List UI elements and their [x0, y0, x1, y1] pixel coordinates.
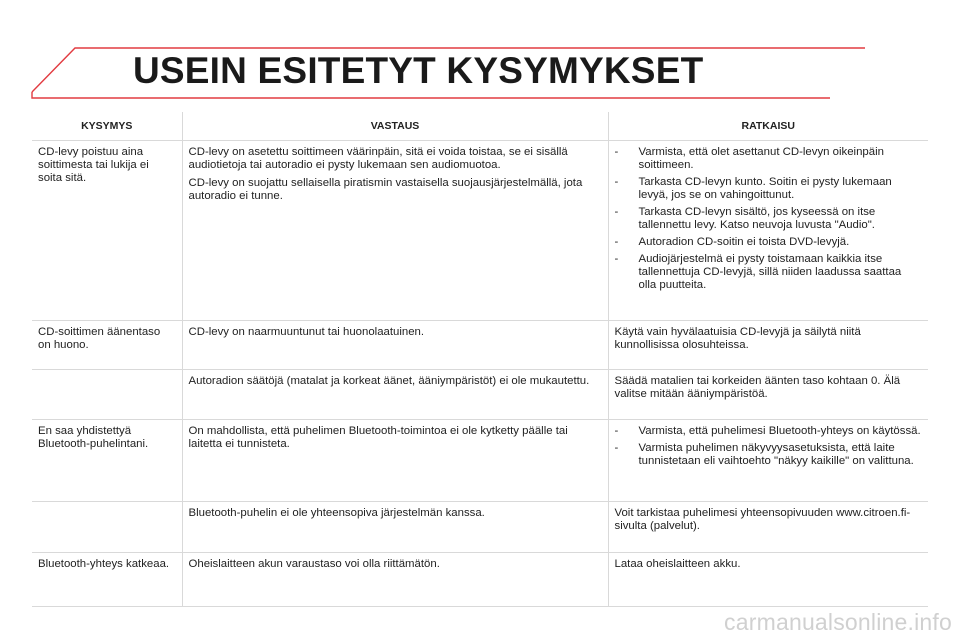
- question-cell: [32, 370, 182, 420]
- solution-cell: [608, 141, 928, 321]
- solution-cell: Lataa oheislaitteen akku.: [608, 553, 928, 607]
- solution-item: [615, 146, 923, 172]
- header-accent-underline: [32, 92, 830, 98]
- solution-text: Tarkasta CD-levyn kunto. Soitin ei pysty lukemaan levyä, jos se on vahingoittunut.: [638, 176, 892, 201]
- solution-text: Autoradion CD-soitin ei toista DVD-levyjä.: [638, 236, 850, 248]
- question-cell: Bluetooth-yhteys katkeaa.: [32, 553, 182, 607]
- answer-paragraph: CD-levy on asetettu soittimeen väärinpäin, sitä ei voida toistaa, se ei sisällä audiotietoja tai autoradio ei pysty lukemaan sen audiomuotoa.: [188, 146, 568, 171]
- solution-cell: Voit tarkistaa puhelimesi yhteensopivuuden www.citroen.fi-sivulta (palvelut).: [608, 502, 928, 553]
- table-row: [32, 370, 928, 420]
- table-row: [32, 321, 928, 370]
- header-answer: VASTAUS: [182, 112, 608, 141]
- solution-text: Tarkasta CD-levyn sisältö, jos kyseessä on itse tallennettu levy. Katso neuvoja luvusta "Audio".: [638, 206, 876, 231]
- table-row: [32, 141, 928, 321]
- question-cell: CD-levy poistuu aina soittimesta tai lukija ei soita sitä.: [32, 141, 182, 321]
- answer-cell: On mahdollista, että puhelimen Bluetooth-toimintoa ei ole kytketty päälle tai laitetta ei tunnisteta.: [182, 420, 608, 502]
- answer-cell: [182, 141, 608, 321]
- header-solution: RATKAISU: [608, 112, 928, 141]
- solution-item: [615, 442, 923, 468]
- solution-text: Audiojärjestelmä ei pysty toistamaan kaikkia itse tallennettuja CD-levyjä, sillä niiden laadussa saattaa olla puutteita.: [638, 253, 902, 291]
- table-row: [32, 420, 928, 502]
- solution-text: Varmista puhelimen näkyvyysasetuksista, että laite tunnistetaan eli vaihtoehto "näkyy kaikille" on valittuna.: [638, 442, 914, 467]
- dash-bullet: -: [614, 425, 619, 437]
- question-cell: En saa yhdistettyä Bluetooth-puhelintani.: [32, 420, 182, 502]
- answer-cell: Autoradion säätöjä (matalat ja korkeat äänet, ääniympäristöt) ei ole mukautettu.: [182, 370, 608, 420]
- solution-cell: Käytä vain hyvälaatuisia CD-levyjä ja säilytä niitä kunnollisissa olosuhteissa.: [608, 321, 928, 370]
- answer-cell: Bluetooth-puhelin ei ole yhteensopiva järjestelmän kanssa.: [182, 502, 608, 553]
- dash-bullet: -: [614, 253, 619, 265]
- question-cell: CD-soittimen äänentaso on huono.: [32, 321, 182, 370]
- solution-cell: Säädä matalien tai korkeiden äänten taso kohtaan 0. Älä valitse mitään ääniympäristöä.: [608, 370, 928, 420]
- solution-item: [615, 236, 923, 249]
- dash-bullet: -: [614, 442, 619, 454]
- solution-text: Varmista, että olet asettanut CD-levyn oikeinpäin soittimeen.: [638, 146, 884, 171]
- answer-paragraph: CD-levy on suojattu sellaisella piratismin vastaisella suojausjärjestelmällä, jota autoradio ei tunne.: [188, 177, 583, 202]
- solution-item: [615, 206, 923, 232]
- solution-item: [615, 176, 923, 202]
- table-header-row: [32, 112, 928, 141]
- question-cell: [32, 502, 182, 553]
- watermark-text: carmanualsonline.info: [724, 609, 952, 635]
- solution-cell: [608, 420, 928, 502]
- solution-list: [615, 425, 923, 468]
- solution-list: [615, 146, 923, 292]
- answer-cell: CD-levy on naarmuuntunut tai huonolaatuinen.: [182, 321, 608, 370]
- page-title: USEIN ESITETYT KYSYMYKSET: [133, 50, 704, 91]
- dash-bullet: -: [614, 206, 619, 218]
- header-question: KYSYMYS: [32, 112, 182, 141]
- solution-item: [615, 425, 923, 438]
- faq-table: [32, 112, 928, 607]
- dash-bullet: -: [614, 146, 619, 158]
- solution-text: Varmista, että puhelimesi Bluetooth-yhteys on käytössä.: [638, 425, 921, 437]
- answer-cell: Oheislaitteen akun varaustaso voi olla riittämätön.: [182, 553, 608, 607]
- table-row: [32, 502, 928, 553]
- solution-item: [615, 253, 923, 292]
- dash-bullet: -: [614, 176, 619, 188]
- dash-bullet: -: [614, 236, 619, 248]
- table-row: [32, 553, 928, 607]
